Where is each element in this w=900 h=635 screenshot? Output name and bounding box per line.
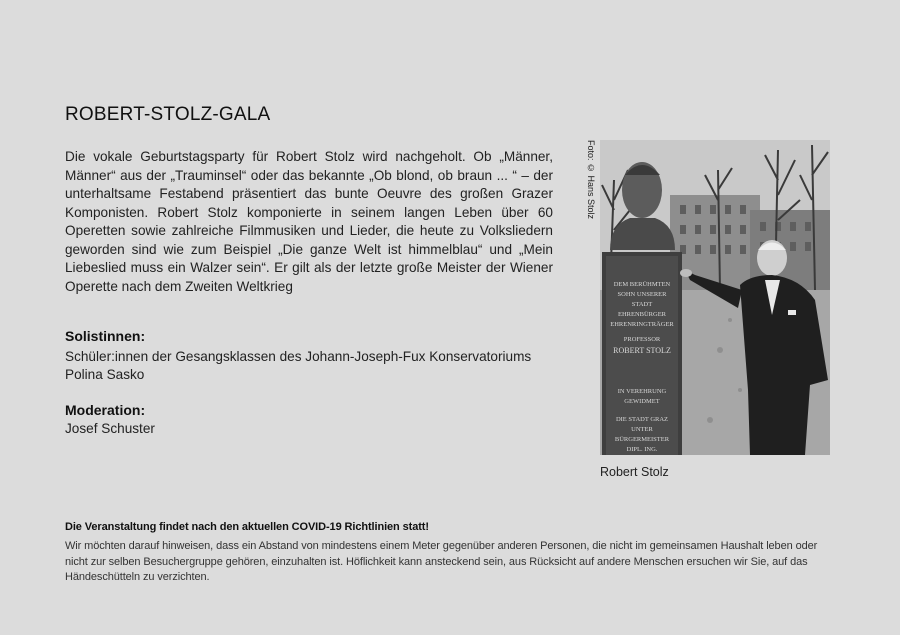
soloists-heading: Solistinnen: xyxy=(65,328,146,344)
moderation-line: Josef Schuster xyxy=(65,421,155,436)
plaque-line: EHRENBÜRGER xyxy=(617,311,667,318)
photo-caption: Robert Stolz xyxy=(600,465,669,479)
plaque-line: ROBERT STOLZ xyxy=(613,346,671,355)
plaque-line: DIPL. ING. xyxy=(626,446,658,453)
moderation-heading: Moderation: xyxy=(65,402,146,418)
plaque-line: DEM BERÜHMTEN xyxy=(613,281,671,288)
soloists-line: Schüler:innen der Gesangsklassen des Johann-Joseph-Fux Konservatoriums xyxy=(65,349,532,364)
page-title: ROBERT-STOLZ-GALA xyxy=(65,104,271,125)
plaque-line: GEWIDMET xyxy=(624,398,660,405)
plaque-line: DIE STADT GRAZ xyxy=(615,416,669,423)
photo-credit: Foto: © Hans Stolz xyxy=(586,140,596,220)
plaque-line: SOHN UNSERER xyxy=(617,291,667,298)
photo-robert-stolz-monument xyxy=(600,140,830,455)
plaque-line: IN VEREHRUNG xyxy=(617,388,667,395)
plaque-line: EHRENRINGTRÄGER xyxy=(610,321,674,328)
plaque-line: STADT xyxy=(631,301,653,308)
covid-notice-heading: Die Veranstaltung findet nach den aktuellen COVID-19 Richtlinien statt! xyxy=(65,521,429,533)
covid-notice-text: Wir möchten darauf hinweisen, dass ein Abstand von mindestens einem Meter gegenüber anderen Personen, die nicht im gemeinsamen Haushalt leben oder nicht zur selben Besuchergruppe gehören, einzuhalten ist. Höflichkeit kann ansteckend sein, aus Rücksicht auf andere Menschen ersuchen wir Sie, auf das Händeschütteln zu verzichten. xyxy=(65,540,818,583)
plaque-line: BÜRGERMEISTER xyxy=(614,436,670,443)
soloists-line: Polina Sasko xyxy=(65,367,145,382)
plaque-line: UNTER xyxy=(631,426,653,433)
intro-paragraph: Die vokale Geburtstagsparty für Robert Stolz wird nachgeholt. Ob „Männer, Männer“ aus der „Trauminsel“ oder das bekannte „Ob blond, ob braun ... “ – der unterhaltsame Festabend präsentiert das bunte Oeuvre des großen Grazer Komponisten. Robert Stolz komponierte in seinem langen Leben über 60 Operetten sowie zahlreiche Filmmusiken und Lieder, die heute zu Volksliedern geworden sind wie zum Beispiel „Die ganze Welt ist himmelblau“ und „Mein Liebeslied muss ein Walzer sein“. Er gilt als der letzte große Meister der Wiener Operette nach dem Zweiten Weltkrieg xyxy=(65,149,553,294)
photo-illustration xyxy=(600,140,830,455)
plaque-line: PROFESSOR xyxy=(623,336,661,343)
